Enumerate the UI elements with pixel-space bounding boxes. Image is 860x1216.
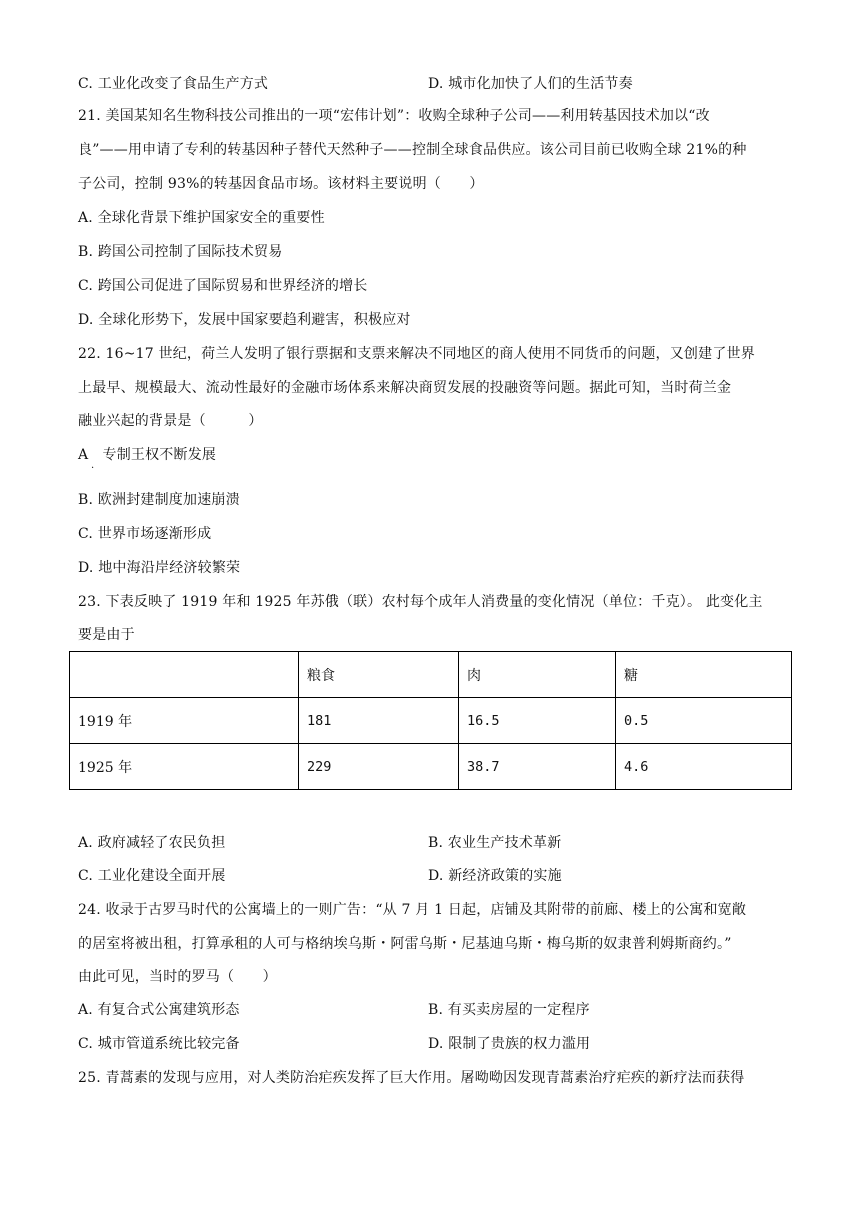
q23-option-d[interactable]: D. 新经济政策的实施: [428, 868, 562, 884]
table-cell: 38.7: [459, 744, 616, 790]
q21-option-c[interactable]: C. 跨国公司促进了国际贸易和世界经济的增长: [78, 278, 368, 294]
q21-stem-line-1: 21. 美国某知名生物科技公司推出的一项“宏伟计划”：收购全球种子公司——利用转基因技术加以“改: [78, 108, 710, 124]
q22-option-c[interactable]: C. 世界市场逐渐形成: [78, 526, 212, 542]
q22-stem-line-1: 22. 16~17 世纪，荷兰人发明了银行票据和支票来解决不同地区的商人使用不同货币的问题，又创建了世界: [78, 346, 755, 362]
q23-option-b[interactable]: B. 农业生产技术革新: [428, 835, 562, 851]
q22-option-a[interactable]: A 专制王权不断发展: [78, 447, 217, 463]
table-cell-year: 1919 年: [70, 698, 299, 744]
table-header-row: [70, 652, 792, 698]
q21-stem-line-3: 子公司，控制 93%的转基因食品市场。该材料主要说明（ ）: [78, 176, 484, 192]
q24-option-b[interactable]: B. 有买卖房屋的一定程序: [428, 1002, 590, 1018]
table-row: [70, 698, 792, 744]
q24-stem-line-3: 由此可见，当时的罗马（ ）: [78, 969, 277, 985]
q22-option-b[interactable]: B. 欧洲封建制度加速崩溃: [78, 492, 240, 508]
q20-option-c[interactable]: C. 工业化改变了食品生产方式: [78, 76, 269, 92]
q24-stem-line-1: 24. 收录于古罗马时代的公寓墙上的一则广告：“从 7 月 1 日起，店铺及其附带的前廊、楼上的公寓和宽敞: [78, 902, 747, 918]
q23-stem-line-2: 要是由于: [78, 627, 135, 643]
q20-option-d[interactable]: D. 城市化加快了人们的生活节奏: [428, 76, 633, 92]
q23-option-c[interactable]: C. 工业化建设全面开展: [78, 868, 226, 884]
q22-stem-line-3: 融业兴起的背景是（ ）: [78, 413, 263, 429]
table-header-cell: 肉: [459, 652, 616, 698]
table-header-cell: [70, 652, 299, 698]
q24-stem-line-2: 的居室将被出租，打算承租的人可与格纳埃乌斯・阿雷乌斯・尼基迪乌斯・梅乌斯的奴隶普利姆斯商约。”: [78, 936, 732, 952]
q25-stem-line-1: 25. 青蒿素的发现与应用，对人类防治疟疾发挥了巨大作用。屠呦呦因发现青蒿素治疗疟疾的新疗法而获得: [78, 1070, 745, 1086]
q24-option-c[interactable]: C. 城市管道系统比较完备: [78, 1036, 240, 1052]
q23-option-a[interactable]: A. 政府减轻了农民负担: [78, 835, 226, 851]
table-cell: 16.5: [459, 698, 616, 744]
q21-option-b[interactable]: B. 跨国公司控制了国际技术贸易: [78, 244, 283, 260]
table-header-cell: 粮食: [299, 652, 459, 698]
consumption-table: [69, 651, 792, 790]
table-cell: 4.6: [616, 744, 792, 790]
table-header-cell: 糖: [616, 652, 792, 698]
q21-option-d[interactable]: D. 全球化形势下，发展中国家要趋利避害，积极应对: [78, 312, 411, 328]
table-cell: 181: [299, 698, 459, 744]
table-cell: 0.5: [616, 698, 792, 744]
table-row: [70, 744, 792, 790]
q22-stem-line-2: 上最早、规模最大、流动性最好的金融市场体系来解决商贸发展的投融资等问题。据此可知，当时荷兰金: [78, 380, 732, 396]
q21-stem-line-2: 良”——用申请了专利的转基因种子替代天然种子——控制全球食品供应。该公司目前已收购全球 21%的种: [78, 142, 747, 158]
table-cell: 229: [299, 744, 459, 790]
q22-option-a-dot: .: [91, 460, 95, 471]
q24-option-d[interactable]: D. 限制了贵族的权力滥用: [428, 1036, 591, 1052]
q22-option-d[interactable]: D. 地中海沿岸经济较繁荣: [78, 560, 241, 576]
table-cell-year: 1925 年: [70, 744, 299, 790]
q23-stem-line-1: 23. 下表反映了 1919 年和 1925 年苏俄（联）农村每个成年人消费量的变化情况（单位：千克）。 此变化主: [78, 594, 763, 610]
q24-option-a[interactable]: A. 有复合式公寓建筑形态: [78, 1002, 240, 1018]
q21-option-a[interactable]: A. 全球化背景下维护国家安全的重要性: [78, 210, 325, 226]
